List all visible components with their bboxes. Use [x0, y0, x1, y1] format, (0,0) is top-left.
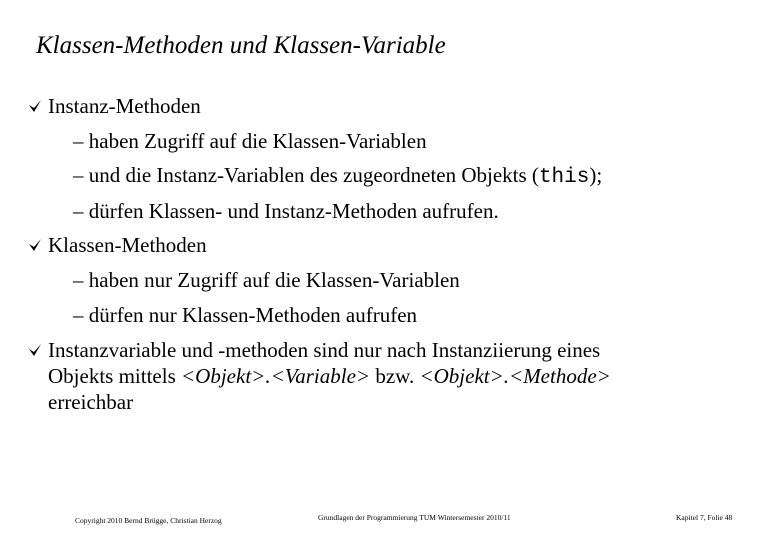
text: Objekts mittels — [48, 364, 181, 388]
footer-copyright: Copyright 2010 Bernd Brügge, Christian Herzog — [75, 516, 222, 525]
footer-course: Grundlagen der Programmierung TUM Wintersemester 2010/11 — [318, 513, 511, 522]
text: bzw. — [370, 364, 420, 388]
bullet-instanz-methoden: Instanz-Methoden — [48, 94, 201, 118]
checkmark-bullet-icon — [28, 343, 42, 357]
syntax-method: <Objekt>.<Methode> — [419, 364, 611, 388]
checkmark-bullet-icon — [28, 238, 42, 252]
sub-item: – dürfen nur Klassen-Methoden aufrufen — [73, 303, 418, 327]
bullet-continuation — [48, 364, 611, 388]
slide-title: Klassen-Methoden und Klassen-Variable — [36, 32, 446, 59]
sub-item-text: – und die Instanz-Variablen des zugeordneten Objekts ( — [73, 163, 539, 187]
sub-item: – dürfen Klassen- und Instanz-Methoden aufrufen. — [73, 199, 499, 223]
sub-item — [73, 163, 602, 190]
bullet-instanzvariable: Instanzvariable und -methoden sind nur nach Instanziierung eines — [48, 338, 601, 362]
sub-item-text-end: ); — [589, 163, 603, 187]
code-this: this — [538, 166, 590, 189]
bullet-klassen-methoden: Klassen-Methoden — [48, 233, 207, 257]
sub-item: – haben nur Zugriff auf die Klassen-Variablen — [73, 268, 460, 292]
checkmark-bullet-icon — [28, 99, 42, 113]
syntax-variable: <Objekt>.<Variable> — [181, 364, 371, 388]
sub-item: – haben Zugriff auf die Klassen-Variablen — [73, 129, 427, 153]
bullet-continuation-end: erreichbar — [48, 390, 134, 414]
footer-slide-ref: Kapitel 7, Folie 48 — [676, 513, 733, 522]
